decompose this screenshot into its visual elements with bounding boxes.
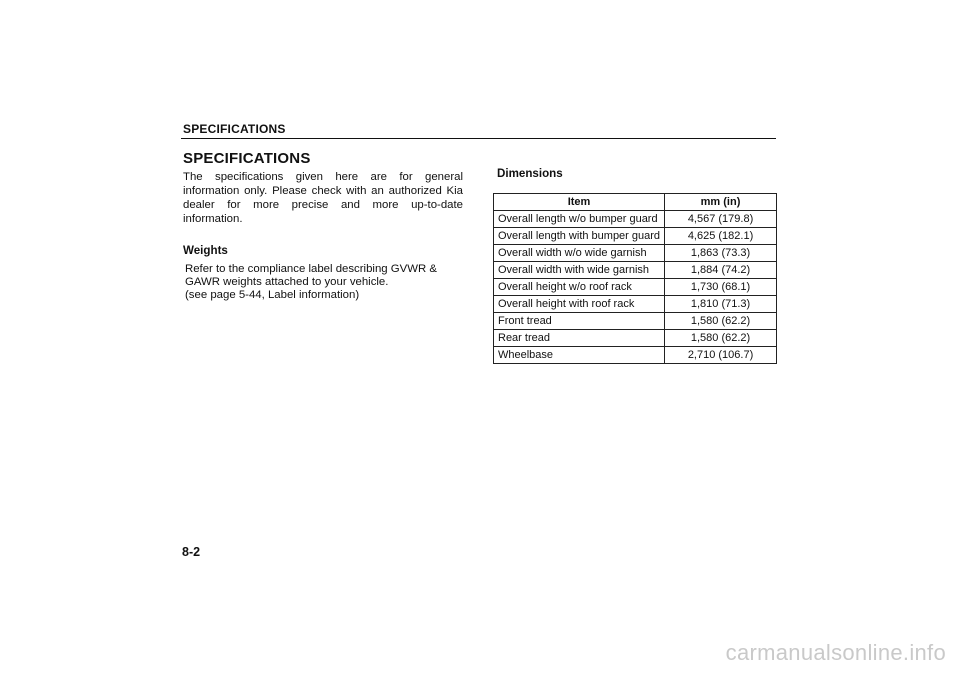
row-item: Front tread — [494, 313, 665, 330]
table-row — [494, 262, 777, 279]
left-column — [183, 150, 463, 302]
table-row — [494, 296, 777, 313]
section-title: SPECIFICATIONS — [183, 150, 311, 167]
row-value: 2,710 (106.7) — [665, 347, 777, 364]
weights-line: (see page 5-44, Label information) — [185, 289, 360, 301]
table-row — [494, 330, 777, 347]
column-header-mm-in: mm (in) — [665, 194, 777, 211]
row-value: 1,810 (71.3) — [665, 296, 777, 313]
row-value: 1,730 (68.1) — [665, 279, 777, 296]
row-item: Overall height with roof rack — [494, 296, 665, 313]
table-row — [494, 279, 777, 296]
column-header-item: Item — [494, 194, 665, 211]
table-row — [494, 313, 777, 330]
row-value: 4,625 (182.1) — [665, 228, 777, 245]
row-item: Overall width with wide garnish — [494, 262, 665, 279]
row-item: Overall height w/o roof rack — [494, 279, 665, 296]
weights-text — [183, 263, 463, 302]
header-rule — [181, 138, 776, 139]
row-value: 1,863 (73.3) — [665, 245, 777, 262]
weights-line: Refer to the compliance label describing GVWR & — [185, 263, 437, 275]
table-header-row — [494, 194, 777, 211]
table-row — [494, 211, 777, 228]
row-item: Overall width w/o wide garnish — [494, 245, 665, 262]
watermark-text: carmanualsonline.info — [725, 640, 946, 665]
row-item: Rear tread — [494, 330, 665, 347]
right-column — [497, 167, 563, 180]
row-value: 1,580 (62.2) — [665, 330, 777, 347]
table-row — [494, 347, 777, 364]
row-value: 1,884 (74.2) — [665, 262, 777, 279]
weights-heading: Weights — [183, 244, 228, 257]
row-value: 1,580 (62.2) — [665, 313, 777, 330]
dimensions-table — [493, 193, 777, 364]
intro-paragraph: The specifications given here are for general information only. Please check with an authorized Kia dealer for more precise and more up-to-date information. — [183, 171, 463, 225]
row-value: 4,567 (179.8) — [665, 211, 777, 228]
row-item: Overall length w/o bumper guard — [494, 211, 665, 228]
row-item: Wheelbase — [494, 347, 665, 364]
weights-line: GAWR weights attached to your vehicle. — [185, 276, 389, 288]
running-header-title: SPECIFICATIONS — [183, 122, 286, 136]
row-item: Overall length with bumper guard — [494, 228, 665, 245]
page-number: 8-2 — [182, 545, 201, 559]
table-row — [494, 245, 777, 262]
table-row — [494, 228, 777, 245]
dimensions-heading: Dimensions — [497, 167, 563, 180]
